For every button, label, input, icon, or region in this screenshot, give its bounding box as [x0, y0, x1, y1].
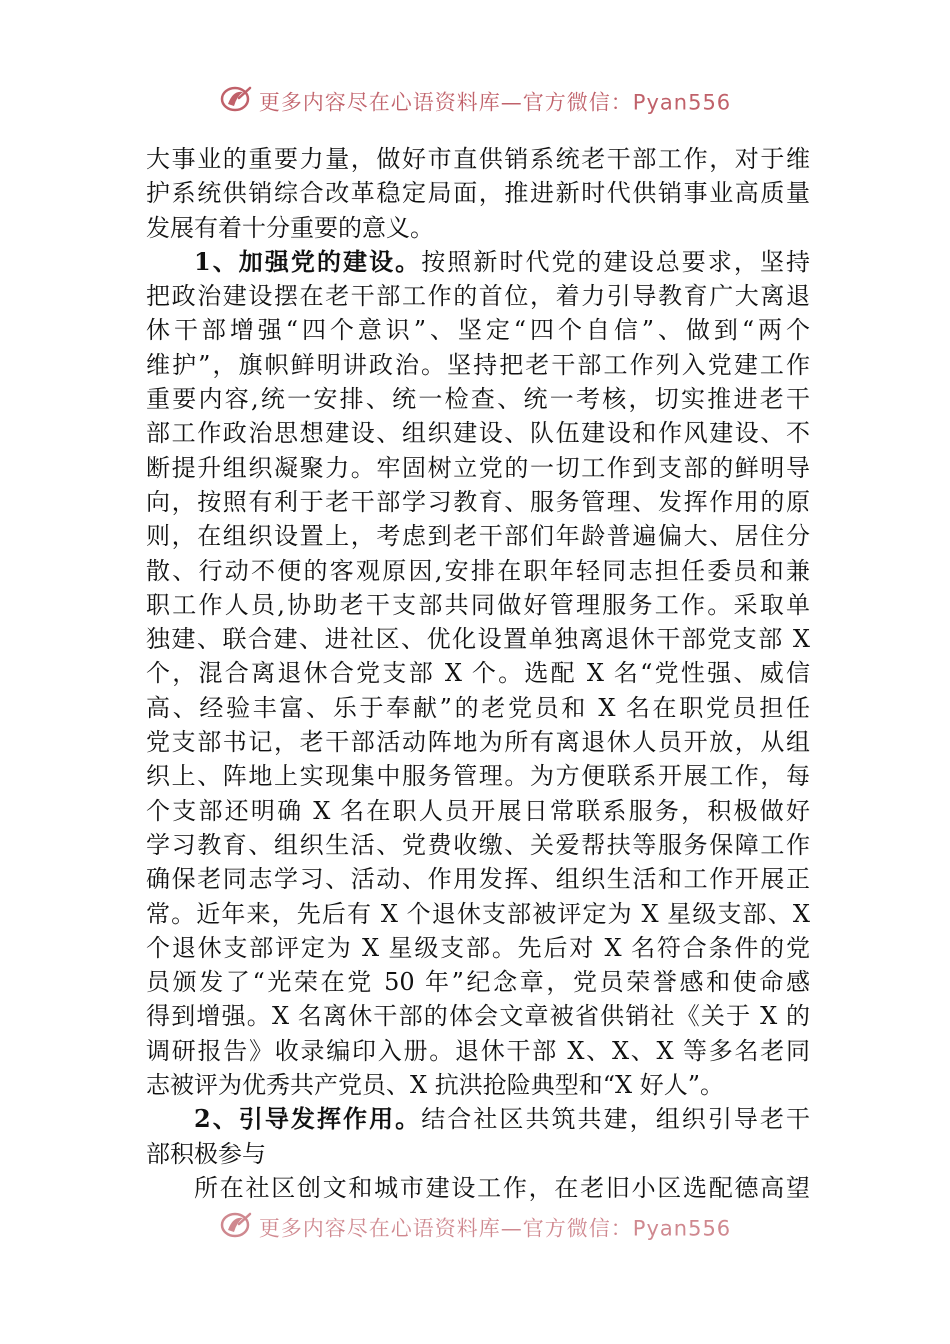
section-heading: 1、加强党的建设。 [194, 246, 422, 276]
section-heading-line [146, 1102, 810, 1136]
text-line: 织上、阵地上实现集中服务管理。为方便联系开展工作，每 [146, 762, 810, 791]
section-heading-line [146, 245, 810, 279]
text-line: 志被评为优秀共产党员、X 抗洪抢险典型和“X 好人”。 [146, 1071, 724, 1100]
text-line: 休干部增强“四个意识”、坚定“四个自信”、做到“两个 [146, 316, 810, 345]
text-line: 则，在组织设置上，考虑到老干部们年龄普遍偏大、居住分 [146, 522, 810, 551]
text-line: 个支部还明确 X 名在职人员开展日常联系服务，积极做好 [146, 796, 810, 825]
watermark-text: 更多内容尽在心语资料库—官方微信：Pyan556 [258, 90, 732, 115]
watermark-footer [0, 1210, 950, 1245]
text-line: 独建、联合建、进社区、优化设置单独离退休干部党支部 X [146, 625, 810, 654]
text-line: 确保老同志学习、活动、作用发挥、组织生活和工作开展正 [146, 865, 810, 894]
text-line: 护系统供销综合改革稳定局面，推进新时代供销事业高质量 [146, 179, 810, 208]
text-line: 大事业的重要力量，做好市直供销系统老干部工作，对于维 [146, 145, 810, 173]
text-line: 员颁发了“光荣在党 50 年”纪念章，党员荣誉感和使命感 [146, 968, 810, 997]
text-line: 学习教育、组织生活、党费收缴、关爱帮扶等服务保障工作 [146, 830, 810, 859]
text-line: 得到增强。X 名离休干部的体会文章被省供销社《关于 X 的 [146, 1002, 810, 1031]
text-line: 常。近年来，先后有 X 个退休支部被评定为 X 星级支部、X [146, 899, 810, 928]
text-line: 调研报告》收录编印入册。退休干部 X、X、X 等多名老同 [146, 1036, 810, 1065]
brand-logo-icon [219, 84, 253, 119]
text-line: 职工作人员,协助老干支部共同做好管理服务工作。采取单 [146, 590, 810, 619]
text-span: 按照新时代党的建设总要求，坚持 [421, 247, 810, 276]
text-line: 散、行动不便的客观原因,安排在职年轻同志担任委员和兼 [146, 556, 810, 585]
text-line: 部积极参与 [146, 1139, 266, 1168]
text-line: 部工作政治思想建设、组织建设、队伍建设和作风建设、不 [146, 419, 810, 448]
text-line: 个，混合离退休合党支部 X 个。选配 X 名“党性强、威信 [146, 659, 810, 688]
text-line: 个退休支部评定为 X 星级支部。先后对 X 名符合条件的党 [146, 933, 810, 962]
text-line: 党支部书记，老干部活动阵地为所有离退休人员开放，从组 [146, 728, 810, 757]
text-span: 结合社区共筑共建，组织引导老干 [421, 1105, 810, 1134]
document-body [146, 142, 810, 1205]
text-line: 重要内容,统一安排、统一检查、统一考核，切实推进老干 [146, 385, 810, 414]
section-heading: 2、引导发挥作用。 [194, 1104, 422, 1134]
text-line: 高、经验丰富、乐于奉献”的老党员和 X 名在职党员担任 [146, 693, 810, 722]
text-line: 断提升组织凝聚力。牢固树立党的一切工作到支部的鲜明导 [146, 453, 810, 482]
brand-logo-icon [219, 1210, 253, 1245]
text-line: 维护”，旗帜鲜明讲政治。坚持把老干部工作列入党建工作 [146, 350, 810, 379]
watermark-text: 更多内容尽在心语资料库—官方微信：Pyan556 [258, 1216, 732, 1241]
text-line: 把政治建设摆在老干部工作的首位，着力引导教育广大离退 [146, 282, 810, 311]
watermark-header [0, 84, 950, 119]
text-line: 所在社区创文和城市建设工作，在老旧小区选配德高望 [194, 1173, 810, 1202]
text-line: 发展有着十分重要的意义。 [146, 213, 434, 242]
text-line: 向，按照有利于老干部学习教育、服务管理、发挥作用的原 [146, 487, 810, 516]
